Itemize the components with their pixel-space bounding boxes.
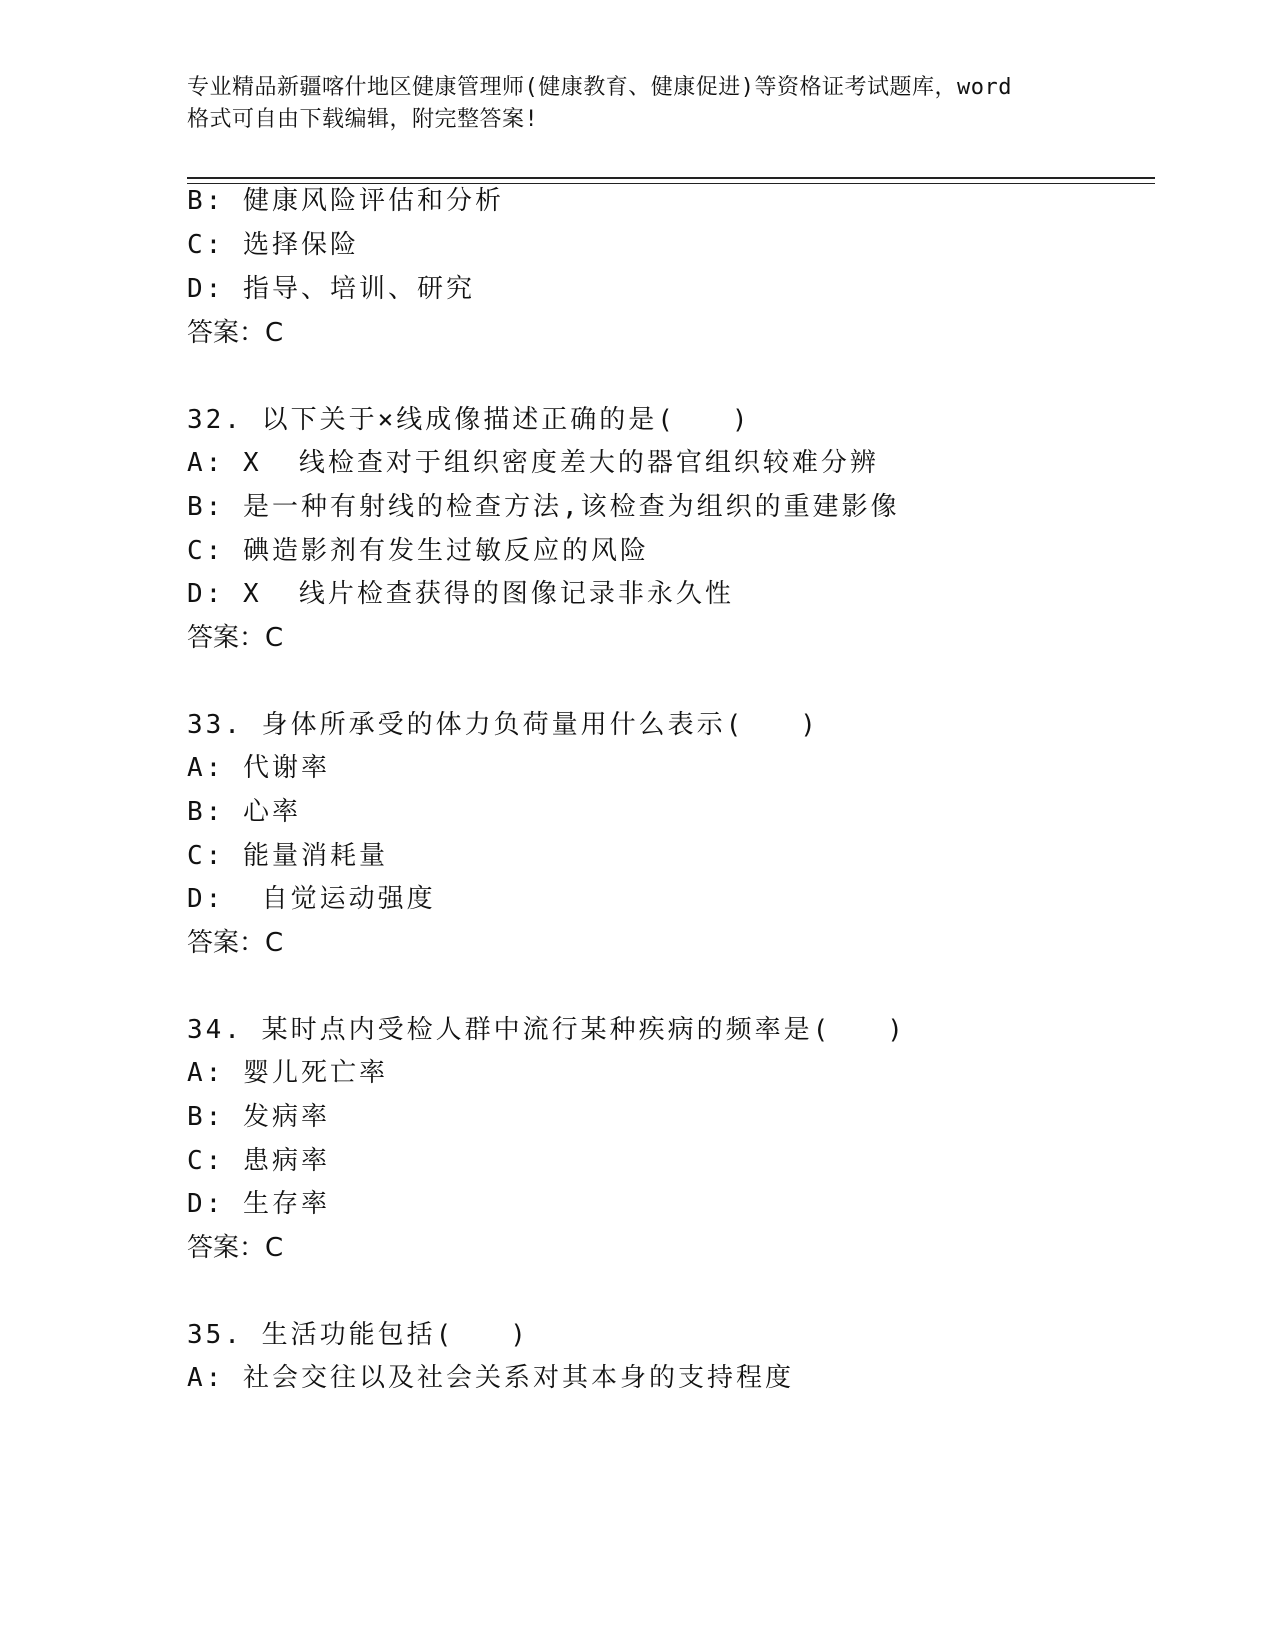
q31-answer: 答案：C [187, 318, 284, 348]
q32-option-c: C: 碘造影剂有发生过敏反应的风险 [187, 536, 649, 566]
header-line-1: 专业精品新疆喀什地区健康管理师(健康教育、健康促进)等资格证考试题库，word [187, 75, 1012, 100]
header-rule-thick [187, 177, 1155, 179]
q32-answer: 答案：C [187, 623, 284, 653]
q31-option-c: C: 选择保险 [187, 230, 359, 260]
q34-option-c: C: 患病率 [187, 1146, 330, 1176]
header-line-2: 格式可自由下载编辑，附完整答案! [187, 107, 539, 132]
q32-option-a: A: X 线检查对于组织密度差大的器官组织较难分辨 [187, 448, 879, 478]
q33-option-b: B: 心率 [187, 797, 301, 827]
q32-option-b: B: 是一种有射线的检查方法,该检查为组织的重建影像 [187, 492, 900, 522]
q33-option-c: C: 能量消耗量 [187, 841, 388, 871]
q33-option-a: A: 代谢率 [187, 753, 330, 783]
q33-answer: 答案：C [187, 928, 284, 958]
q34-answer: 答案：C [187, 1233, 284, 1263]
q35-question: 35. 生活功能包括( ) [187, 1320, 529, 1350]
q32-option-d: D: X 线片检查获得的图像记录非永久性 [187, 579, 734, 609]
q32-question: 32. 以下关于×线成像描述正确的是( ) [187, 405, 751, 435]
q31-option-d: D: 指导、培训、研究 [187, 274, 475, 304]
q34-option-d: D: 生存率 [187, 1189, 330, 1219]
q34-question: 34. 某时点内受检人群中流行某种疾病的频率是( ) [187, 1015, 906, 1045]
q35-option-a: A: 社会交往以及社会关系对其本身的支持程度 [187, 1363, 794, 1393]
q34-option-b: B: 发病率 [187, 1102, 330, 1132]
q34-option-a: A: 婴儿死亡率 [187, 1058, 388, 1088]
q31-option-b: B: 健康风险评估和分析 [187, 186, 504, 216]
q33-option-d: D: 自觉运动强度 [187, 884, 436, 914]
document-header [187, 72, 1087, 136]
q33-question: 33. 身体所承受的体力负荷量用什么表示( ) [187, 710, 819, 740]
